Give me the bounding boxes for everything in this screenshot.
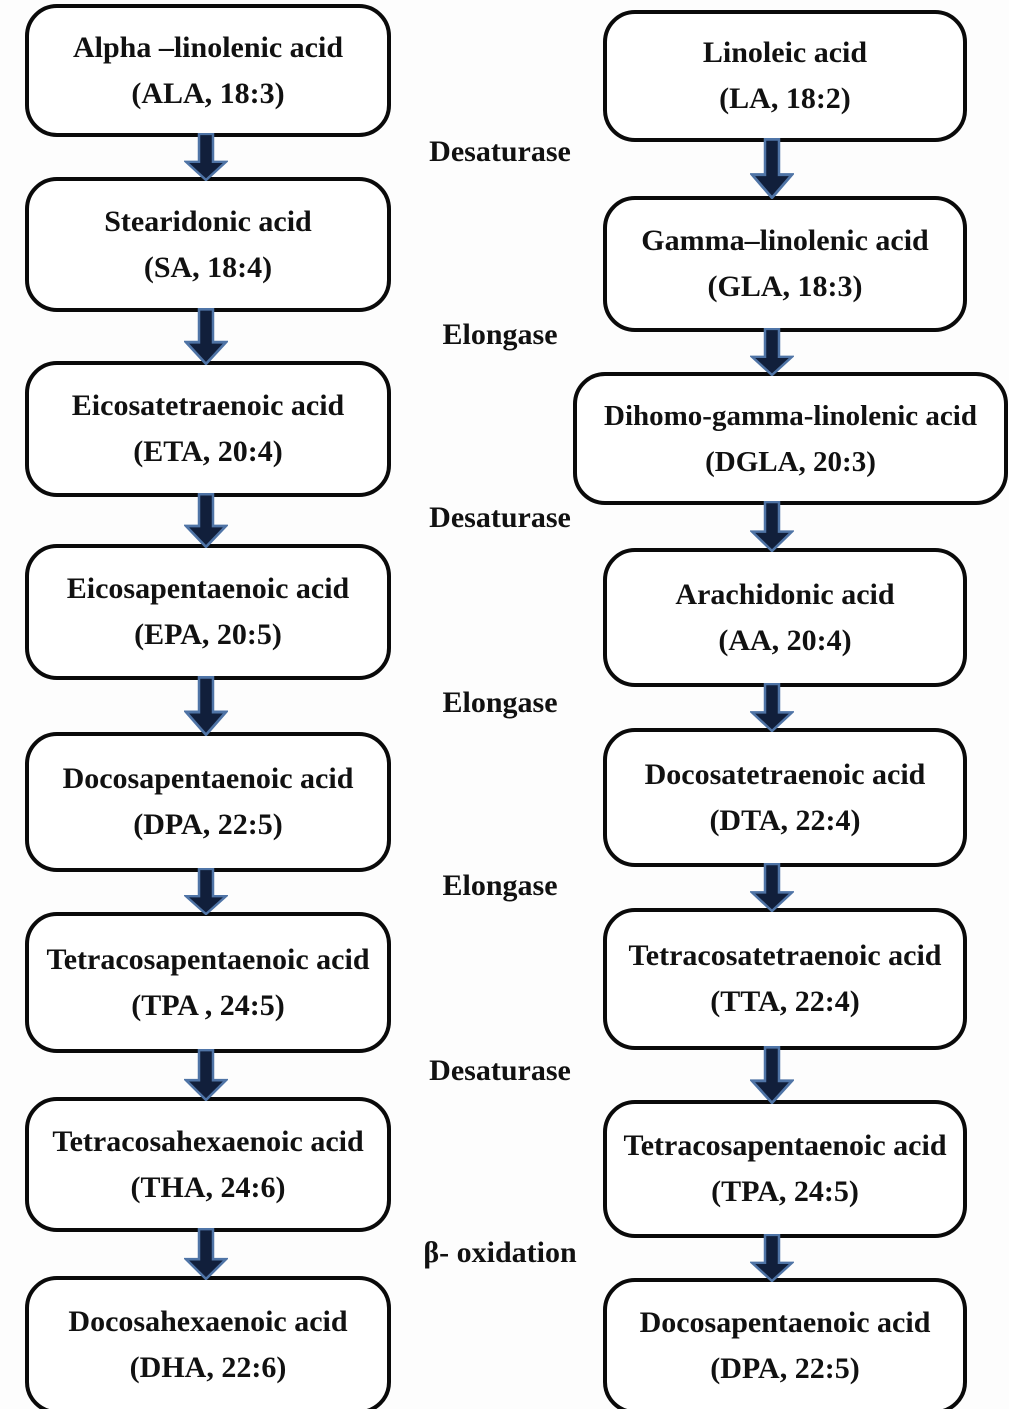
fatty-acid-abbr: (DPA, 22:5) [710,1352,860,1385]
enzyme-label-elongase: Elongase [442,686,558,719]
fatty-acid-name: Stearidonic acid [104,204,312,238]
fatty-acid-name: Alpha –linolenic acid [72,30,344,64]
enzyme-label-beta-oxidation: β- oxidation [423,1236,577,1269]
down-arrow-icon [750,138,794,199]
fatty-acid-name: Docosatetraenoic acid [644,757,926,791]
enzyme-label-elongase: Elongase [442,318,558,351]
node-linoleic-acid [603,10,967,142]
fatty-acid-abbr: (DHA, 22:6) [129,1351,287,1384]
fatty-acid-name: Tetracosapentaenoic acid [46,942,370,976]
down-arrow-icon [184,1228,228,1280]
node-tetracosapentaenoic-acid-n3 [25,912,391,1053]
down-arrow-icon [750,683,794,732]
down-arrow-icon [750,863,794,912]
fatty-acid-abbr: (DTA, 22:4) [709,803,861,837]
fatty-acid-abbr: (DPA, 22:5) [133,808,283,841]
fatty-acid-abbr: (TPA , 24:5) [131,988,285,1022]
fatty-acid-abbr: (TPA, 24:5) [711,1175,859,1208]
fatty-acid-abbr: (ETA, 20:4) [133,435,283,468]
fatty-acid-abbr: (LA, 18:2) [719,82,851,115]
fatty-acid-name: Eicosatetraenoic acid [71,389,345,422]
node-eicosatetraenoic-acid [25,361,391,497]
node-arachidonic-acid [603,548,967,687]
node-alpha-linolenic-acid [25,4,391,137]
enzyme-label-desaturase: Desaturase [429,1054,571,1087]
node-eicosapentaenoic-acid [25,544,391,680]
node-docosapentaenoic-acid-n6 [603,1278,967,1409]
fatty-acid-abbr: (SA, 18:4) [143,250,273,284]
fatty-acid-name: Gamma–linolenic acid [641,224,929,257]
enzyme-label-desaturase: Desaturase [429,135,571,168]
fatty-acid-name: Dihomo-gamma-linolenic acid [604,399,977,432]
fatty-acid-abbr: (TTA, 22:4) [710,985,860,1018]
fatty-acid-name: Tetracosapentaenoic acid [623,1129,947,1162]
fatty-acid-abbr: (GLA, 18:3) [707,270,863,303]
fatty-acid-abbr: (AA, 20:4) [718,623,852,657]
down-arrow-icon [184,493,228,548]
enzyme-label-elongase: Elongase [442,869,558,902]
node-docosapentaenoic-acid-n3 [25,732,391,872]
node-dihomo-gamma-linolenic-acid [573,372,1008,505]
down-arrow-icon [750,1234,794,1282]
down-arrow-icon [184,133,228,181]
down-arrow-icon [184,676,228,736]
fatty-acid-name: Docosapentaenoic acid [62,762,354,795]
down-arrow-icon [750,1046,794,1104]
fatty-acid-abbr: (ALA, 18:3) [131,76,285,110]
fatty-acid-name: Docosahexaenoic acid [68,1305,348,1338]
fatty-acid-name: Tetracosatetraenoic acid [628,939,942,972]
fatty-acid-name: Linoleic acid [702,36,868,69]
node-tetracosahexaenoic-acid [25,1097,391,1232]
down-arrow-icon [184,868,228,915]
fatty-acid-abbr: (EPA, 20:5) [134,618,282,651]
fatty-acid-abbr: (THA, 24:6) [130,1170,286,1204]
node-stearidonic-acid [25,177,391,312]
down-arrow-icon [750,328,794,376]
enzyme-label-desaturase: Desaturase [429,501,571,534]
fatty-acid-name: Eicosapentaenoic acid [66,572,350,605]
down-arrow-icon [750,501,794,552]
down-arrow-icon [184,308,228,365]
down-arrow-icon [184,1049,228,1101]
node-docosatetraenoic-acid [603,728,967,867]
fatty-acid-abbr: (DGLA, 20:3) [705,445,876,478]
fatty-acid-name: Arachidonic acid [675,577,895,611]
node-docosahexaenoic-acid [25,1276,391,1409]
fatty-acid-name: Docosapentaenoic acid [639,1306,931,1339]
node-gamma-linolenic-acid [603,196,967,332]
node-tetracosapentaenoic-acid-n6 [603,1100,967,1238]
fatty-acid-name: Tetracosahexaenoic acid [52,1124,364,1158]
node-tetracosatetraenoic-acid [603,908,967,1050]
